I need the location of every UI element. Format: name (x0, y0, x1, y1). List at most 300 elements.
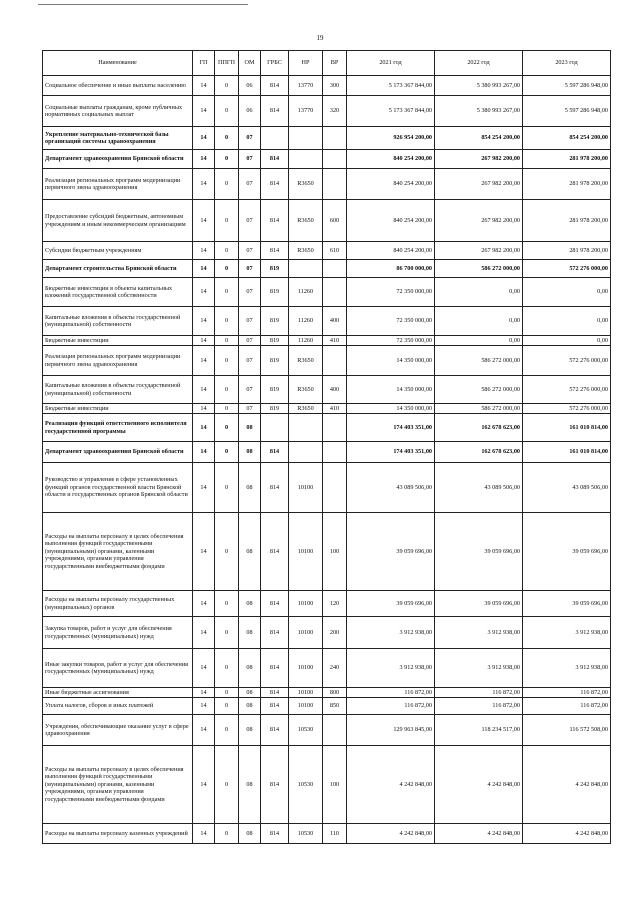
row-om: 07 (239, 242, 261, 260)
row-grbs: 819 (261, 376, 289, 404)
row-amount-2022: 39 059 696,00 (435, 591, 523, 617)
row-grbs: 814 (261, 463, 289, 513)
row-gp: 14 (193, 169, 215, 200)
row-amount-2022: 118 234 517,00 (435, 715, 523, 746)
row-gp: 14 (193, 463, 215, 513)
row-vr: 610 (323, 242, 347, 260)
row-grbs: 814 (261, 715, 289, 746)
row-vr (323, 463, 347, 513)
row-name: Расходы на выплаты персоналу государственных (муниципальных) органов (43, 591, 193, 617)
row-om: 08 (239, 715, 261, 746)
header-om: ОМ (239, 51, 261, 76)
row-amount-2023: 4 242 848,00 (523, 746, 611, 824)
row-om: 07 (239, 307, 261, 336)
row-amount-2021: 43 089 506,00 (347, 463, 435, 513)
row-nr: 10530 (289, 715, 323, 746)
row-grbs: 819 (261, 346, 289, 376)
row-amount-2021: 3 912 938,00 (347, 649, 435, 688)
header-2021: 2021 год (347, 51, 435, 76)
row-name: Департамент здравоохранения Брянской области (43, 442, 193, 463)
row-nr: 10100 (289, 698, 323, 715)
row-amount-2022: 39 059 696,00 (435, 513, 523, 591)
row-om: 08 (239, 824, 261, 844)
row-grbs: 814 (261, 591, 289, 617)
row-om: 08 (239, 414, 261, 442)
row-grbs: 814 (261, 200, 289, 242)
row-ppgp: 0 (215, 591, 239, 617)
row-amount-2021: 5 173 367 844,00 (347, 96, 435, 127)
row-gp: 14 (193, 76, 215, 96)
row-nr: R3650 (289, 376, 323, 404)
row-amount-2021: 14 350 000,00 (347, 376, 435, 404)
row-grbs: 814 (261, 688, 289, 698)
row-om: 08 (239, 442, 261, 463)
row-nr: 10100 (289, 688, 323, 698)
row-amount-2023: 3 912 938,00 (523, 649, 611, 688)
row-nr: 10100 (289, 591, 323, 617)
row-nr: R3650 (289, 404, 323, 414)
row-vr: 200 (323, 617, 347, 649)
row-amount-2022: 116 872,00 (435, 688, 523, 698)
row-gp: 14 (193, 617, 215, 649)
row-grbs: 814 (261, 76, 289, 96)
row-amount-2023: 854 254 200,00 (523, 127, 611, 150)
row-gp: 14 (193, 414, 215, 442)
row-nr: 13770 (289, 96, 323, 127)
row-amount-2023: 5 597 286 948,00 (523, 76, 611, 96)
row-name: Реализация региональных программ модернизации первичного звена здравоохранения (43, 346, 193, 376)
row-amount-2021: 116 872,00 (347, 688, 435, 698)
row-amount-2021: 14 350 000,00 (347, 404, 435, 414)
row-om: 07 (239, 200, 261, 242)
row-amount-2022: 0,00 (435, 307, 523, 336)
row-ppgp: 0 (215, 242, 239, 260)
row-ppgp: 0 (215, 513, 239, 591)
row-amount-2023: 39 059 696,00 (523, 513, 611, 591)
row-name: Бюджетные инвестиции (43, 336, 193, 346)
header-2022: 2022 год (435, 51, 523, 76)
row-amount-2023: 43 089 506,00 (523, 463, 611, 513)
table-row (43, 169, 611, 200)
table-row (43, 649, 611, 688)
row-grbs: 814 (261, 617, 289, 649)
row-gp: 14 (193, 127, 215, 150)
row-ppgp: 0 (215, 688, 239, 698)
row-om: 07 (239, 169, 261, 200)
row-vr: 410 (323, 404, 347, 414)
top-rule (38, 4, 248, 5)
row-nr (289, 260, 323, 278)
row-om: 08 (239, 649, 261, 688)
row-ppgp: 0 (215, 376, 239, 404)
row-amount-2021: 4 242 848,00 (347, 746, 435, 824)
row-amount-2021: 174 403 351,00 (347, 414, 435, 442)
table-row (43, 824, 611, 844)
row-amount-2022: 4 242 848,00 (435, 824, 523, 844)
row-amount-2022: 586 272 000,00 (435, 346, 523, 376)
row-vr: 850 (323, 698, 347, 715)
row-ppgp: 0 (215, 463, 239, 513)
row-amount-2022: 267 982 200,00 (435, 150, 523, 169)
row-name: Расходы на выплаты персоналу казенных учреждений (43, 824, 193, 844)
row-ppgp: 0 (215, 414, 239, 442)
row-name: Департамент строительства Брянской области (43, 260, 193, 278)
row-amount-2023: 161 010 814,00 (523, 414, 611, 442)
row-nr (289, 150, 323, 169)
row-name: Социальные выплаты гражданам, кроме публичных нормативных социальных выплат (43, 96, 193, 127)
row-amount-2021: 3 912 938,00 (347, 617, 435, 649)
table-row (43, 463, 611, 513)
table-row (43, 96, 611, 127)
row-ppgp: 0 (215, 442, 239, 463)
row-nr: 10530 (289, 824, 323, 844)
row-nr: 11260 (289, 307, 323, 336)
row-vr (323, 169, 347, 200)
row-amount-2023: 281 978 200,00 (523, 200, 611, 242)
row-vr: 400 (323, 376, 347, 404)
row-gp: 14 (193, 336, 215, 346)
table-row (43, 150, 611, 169)
row-name: Предоставление субсидий бюджетным, автономным учреждениям и иным некоммерческим организациям (43, 200, 193, 242)
table-row (43, 591, 611, 617)
table-row (43, 715, 611, 746)
table-row (43, 404, 611, 414)
row-vr: 410 (323, 336, 347, 346)
row-name: Бюджетные инвестиции (43, 404, 193, 414)
row-grbs: 814 (261, 150, 289, 169)
row-amount-2021: 174 403 351,00 (347, 442, 435, 463)
row-om: 08 (239, 746, 261, 824)
row-vr: 100 (323, 513, 347, 591)
row-amount-2023: 572 276 000,00 (523, 346, 611, 376)
row-grbs (261, 127, 289, 150)
row-amount-2023: 281 978 200,00 (523, 169, 611, 200)
row-grbs: 814 (261, 242, 289, 260)
row-name: Социальное обеспечение и иные выплаты населению (43, 76, 193, 96)
row-gp: 14 (193, 715, 215, 746)
row-ppgp: 0 (215, 824, 239, 844)
row-amount-2021: 840 254 200,00 (347, 200, 435, 242)
row-ppgp: 0 (215, 715, 239, 746)
row-amount-2022: 116 872,00 (435, 698, 523, 715)
row-nr (289, 442, 323, 463)
row-nr (289, 127, 323, 150)
row-amount-2021: 14 350 000,00 (347, 346, 435, 376)
row-vr: 600 (323, 200, 347, 242)
row-amount-2021: 840 254 200,00 (347, 150, 435, 169)
row-name: Руководство и управление в сфере установленных функций органов государственной власти Брянской области и государственных органов Брянской области (43, 463, 193, 513)
row-ppgp: 0 (215, 127, 239, 150)
row-vr (323, 278, 347, 307)
row-amount-2021: 129 963 845,00 (347, 715, 435, 746)
row-amount-2023: 0,00 (523, 278, 611, 307)
row-om: 07 (239, 336, 261, 346)
row-amount-2022: 162 678 623,00 (435, 414, 523, 442)
row-ppgp: 0 (215, 649, 239, 688)
table-row (43, 278, 611, 307)
row-grbs: 814 (261, 169, 289, 200)
table-row (43, 336, 611, 346)
row-amount-2022: 162 678 623,00 (435, 442, 523, 463)
row-amount-2023: 3 912 938,00 (523, 617, 611, 649)
row-name: Расходы на выплаты персоналу в целях обеспечения выполнения функций государственными (муниципальными) органами, казенными учреждениями, органами управления государственными внебюджетными фондами (43, 746, 193, 824)
row-name: Реализация функций ответственного исполнителя государственной программы (43, 414, 193, 442)
row-nr (289, 414, 323, 442)
row-vr: 300 (323, 76, 347, 96)
row-gp: 14 (193, 96, 215, 127)
row-ppgp: 0 (215, 96, 239, 127)
table-row (43, 513, 611, 591)
row-amount-2022: 586 272 000,00 (435, 376, 523, 404)
row-grbs: 819 (261, 336, 289, 346)
row-amount-2021: 926 954 200,00 (347, 127, 435, 150)
row-gp: 14 (193, 242, 215, 260)
row-amount-2023: 39 059 696,00 (523, 591, 611, 617)
row-ppgp: 0 (215, 200, 239, 242)
row-amount-2021: 840 254 200,00 (347, 242, 435, 260)
row-vr (323, 150, 347, 169)
row-amount-2021: 39 059 696,00 (347, 591, 435, 617)
row-amount-2021: 840 254 200,00 (347, 169, 435, 200)
row-amount-2023: 5 597 286 948,00 (523, 96, 611, 127)
row-name: Бюджетные инвестиции в объекты капитальных вложений государственной собственности (43, 278, 193, 307)
row-ppgp: 0 (215, 76, 239, 96)
table-row (43, 307, 611, 336)
row-amount-2022: 5 380 993 267,00 (435, 96, 523, 127)
row-grbs: 814 (261, 824, 289, 844)
row-amount-2023: 161 010 814,00 (523, 442, 611, 463)
header-gp: ГП (193, 51, 215, 76)
row-om: 08 (239, 591, 261, 617)
row-nr: 10100 (289, 617, 323, 649)
row-om: 07 (239, 260, 261, 278)
table-row (43, 76, 611, 96)
row-vr: 400 (323, 307, 347, 336)
table-row (43, 242, 611, 260)
header-name: Наименование (43, 51, 193, 76)
table-row (43, 127, 611, 150)
row-amount-2022: 586 272 000,00 (435, 404, 523, 414)
row-vr (323, 346, 347, 376)
row-grbs (261, 414, 289, 442)
row-nr: 11260 (289, 278, 323, 307)
row-amount-2023: 116 872,00 (523, 688, 611, 698)
row-ppgp: 0 (215, 698, 239, 715)
row-amount-2022: 267 982 200,00 (435, 242, 523, 260)
budget-table (42, 50, 611, 844)
row-om: 08 (239, 617, 261, 649)
row-nr: 10100 (289, 513, 323, 591)
row-grbs: 814 (261, 442, 289, 463)
row-gp: 14 (193, 150, 215, 169)
row-amount-2023: 4 242 848,00 (523, 824, 611, 844)
table-header-row (43, 51, 611, 76)
row-gp: 14 (193, 442, 215, 463)
row-name: Субсидии бюджетным учреждениям (43, 242, 193, 260)
row-ppgp: 0 (215, 278, 239, 307)
row-name: Учреждения, обеспечивающие оказание услуг в сфере здравоохранения (43, 715, 193, 746)
row-vr: 110 (323, 824, 347, 844)
row-grbs: 814 (261, 746, 289, 824)
table-row (43, 414, 611, 442)
row-grbs: 814 (261, 513, 289, 591)
row-amount-2022: 267 982 200,00 (435, 200, 523, 242)
row-gp: 14 (193, 688, 215, 698)
row-grbs: 819 (261, 260, 289, 278)
row-om: 08 (239, 688, 261, 698)
row-ppgp: 0 (215, 307, 239, 336)
table-row (43, 346, 611, 376)
row-vr: 800 (323, 688, 347, 698)
row-nr: 10100 (289, 649, 323, 688)
row-amount-2023: 116 872,00 (523, 698, 611, 715)
row-amount-2021: 116 872,00 (347, 698, 435, 715)
row-vr: 320 (323, 96, 347, 127)
row-gp: 14 (193, 698, 215, 715)
row-om: 08 (239, 463, 261, 513)
row-gp: 14 (193, 404, 215, 414)
row-name: Департамент здравоохранения Брянской области (43, 150, 193, 169)
header-grbs: ГРБС (261, 51, 289, 76)
row-amount-2023: 116 572 508,00 (523, 715, 611, 746)
row-vr (323, 127, 347, 150)
row-ppgp: 0 (215, 346, 239, 376)
row-amount-2023: 0,00 (523, 307, 611, 336)
row-amount-2021: 4 242 848,00 (347, 824, 435, 844)
header-ppgp: ППГП (215, 51, 239, 76)
table-row (43, 746, 611, 824)
row-name: Реализация региональных программ модернизации первичного звена здравоохранения (43, 169, 193, 200)
row-name: Расходы на выплаты персоналу в целях обеспечения выполнения функций государственными (муниципальными) органами, казенными учреждениями, органами управления государственными внебюджетными фондами (43, 513, 193, 591)
row-amount-2023: 572 276 000,00 (523, 404, 611, 414)
row-amount-2022: 4 242 848,00 (435, 746, 523, 824)
row-amount-2021: 86 700 000,00 (347, 260, 435, 278)
table-row (43, 698, 611, 715)
row-ppgp: 0 (215, 404, 239, 414)
row-amount-2021: 72 350 000,00 (347, 307, 435, 336)
row-gp: 14 (193, 260, 215, 278)
row-vr: 240 (323, 649, 347, 688)
row-nr: 10100 (289, 463, 323, 513)
row-gp: 14 (193, 307, 215, 336)
row-ppgp: 0 (215, 169, 239, 200)
table-row (43, 617, 611, 649)
row-amount-2021: 72 350 000,00 (347, 336, 435, 346)
row-name: Укрепление материально-технической базы организаций системы здравоохранения (43, 127, 193, 150)
row-amount-2022: 43 089 506,00 (435, 463, 523, 513)
row-om: 07 (239, 376, 261, 404)
row-amount-2021: 39 059 696,00 (347, 513, 435, 591)
page-number: 19 (316, 34, 324, 42)
header-2023: 2023 год (523, 51, 611, 76)
row-nr: R3650 (289, 242, 323, 260)
row-vr: 120 (323, 591, 347, 617)
row-ppgp: 0 (215, 746, 239, 824)
row-amount-2022: 0,00 (435, 336, 523, 346)
row-om: 07 (239, 150, 261, 169)
row-grbs: 819 (261, 404, 289, 414)
row-om: 07 (239, 346, 261, 376)
row-amount-2023: 572 276 000,00 (523, 376, 611, 404)
row-amount-2021: 5 173 367 844,00 (347, 76, 435, 96)
row-amount-2021: 72 350 000,00 (347, 278, 435, 307)
row-vr (323, 715, 347, 746)
row-vr (323, 442, 347, 463)
table-row (43, 688, 611, 698)
row-gp: 14 (193, 376, 215, 404)
row-name: Иные бюджетные ассигнования (43, 688, 193, 698)
row-name: Уплата налогов, сборов и иных платежей (43, 698, 193, 715)
row-om: 08 (239, 513, 261, 591)
row-vr (323, 260, 347, 278)
table-row (43, 376, 611, 404)
row-nr: 10530 (289, 746, 323, 824)
row-gp: 14 (193, 591, 215, 617)
row-nr: 13770 (289, 76, 323, 96)
row-ppgp: 0 (215, 150, 239, 169)
row-amount-2022: 586 272 000,00 (435, 260, 523, 278)
header-nr: НР (289, 51, 323, 76)
row-amount-2023: 281 978 200,00 (523, 242, 611, 260)
row-vr (323, 414, 347, 442)
row-nr: 11260 (289, 336, 323, 346)
header-vr: ВР (323, 51, 347, 76)
row-grbs: 819 (261, 307, 289, 336)
row-om: 07 (239, 127, 261, 150)
row-gp: 14 (193, 513, 215, 591)
row-gp: 14 (193, 649, 215, 688)
row-amount-2023: 572 276 000,00 (523, 260, 611, 278)
row-amount-2023: 0,00 (523, 336, 611, 346)
row-amount-2022: 0,00 (435, 278, 523, 307)
table-row (43, 260, 611, 278)
row-gp: 14 (193, 824, 215, 844)
row-grbs: 814 (261, 698, 289, 715)
row-om: 06 (239, 96, 261, 127)
row-gp: 14 (193, 200, 215, 242)
row-nr: R3650 (289, 200, 323, 242)
row-name: Капитальные вложения в объекты государственной (муниципальной) собственности (43, 307, 193, 336)
row-amount-2022: 3 912 938,00 (435, 617, 523, 649)
row-vr: 100 (323, 746, 347, 824)
row-nr: R3650 (289, 169, 323, 200)
row-om: 07 (239, 278, 261, 307)
row-om: 08 (239, 698, 261, 715)
row-grbs: 814 (261, 96, 289, 127)
row-ppgp: 0 (215, 336, 239, 346)
row-name: Закупка товаров, работ и услуг для обеспечения государственных (муниципальных) нужд (43, 617, 193, 649)
row-name: Иные закупки товаров, работ и услуг для обеспечения государственных (муниципальных) нужд (43, 649, 193, 688)
table-row (43, 442, 611, 463)
row-amount-2022: 854 254 200,00 (435, 127, 523, 150)
row-ppgp: 0 (215, 617, 239, 649)
row-amount-2022: 3 912 938,00 (435, 649, 523, 688)
row-gp: 14 (193, 278, 215, 307)
row-om: 06 (239, 76, 261, 96)
row-amount-2022: 267 982 200,00 (435, 169, 523, 200)
table-row (43, 200, 611, 242)
row-ppgp: 0 (215, 260, 239, 278)
row-gp: 14 (193, 746, 215, 824)
row-grbs: 819 (261, 278, 289, 307)
row-amount-2023: 281 978 200,00 (523, 150, 611, 169)
row-gp: 14 (193, 346, 215, 376)
row-nr: R3650 (289, 346, 323, 376)
row-name: Капитальные вложения в объекты государственной (муниципальной) собственности (43, 376, 193, 404)
row-amount-2022: 5 380 993 267,00 (435, 76, 523, 96)
row-grbs: 814 (261, 649, 289, 688)
row-om: 07 (239, 404, 261, 414)
